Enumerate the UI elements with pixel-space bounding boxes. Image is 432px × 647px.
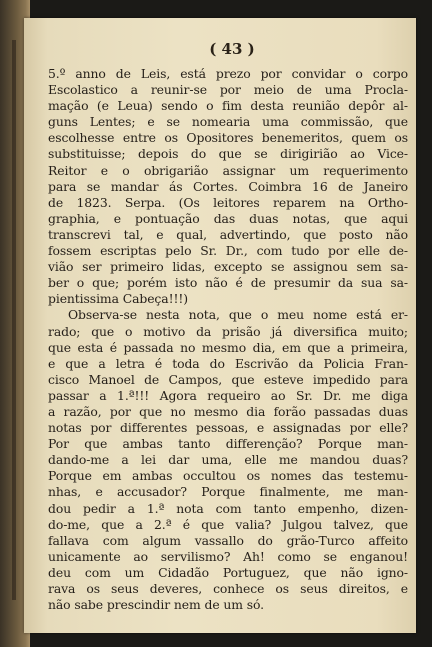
text-line: transcrevi tal, e qual, advertindo, que posto não [48, 226, 408, 242]
text-line: que esta é passada no mesmo dia, em que a primeira, [48, 339, 408, 355]
text-line: não sabe prescindir nem de um só. [48, 597, 265, 613]
text-line: pientissima Cabeça!!!) [48, 291, 188, 307]
text-line: escolhesse entre os Opositores benemeritos, quem os [48, 130, 408, 146]
text-line: Por que ambas tanto differenção? Porque man- [48, 436, 408, 452]
text-line: fallava com algum vassallo do grão-Turco affeito [48, 532, 408, 548]
paragraph-first-line: Observa-se nesta nota, que o meu nome está er- [68, 307, 408, 323]
text-line: rava os seus deveres, conhece os seus direitos, e [48, 581, 408, 596]
text-line: fossem escriptas pelo Sr. Dr., com tudo por elle de- [48, 243, 408, 259]
text-line: 5.º anno de Leis, está prezo por convidar o corpo [48, 66, 408, 81]
text-line: a razão, por que no mesmo dia forão passadas duas [48, 403, 408, 419]
text-line: passar a 1.ª!!! Agora requeiro ao Sr. Dr. me diga [48, 387, 408, 403]
text-line: mação (e Leua) sendo o fim desta reunião depôr al- [48, 98, 408, 114]
book-page [24, 18, 416, 633]
text-line: e que a letra é toda do Escrivão da Policia Fran- [48, 355, 408, 371]
text-line: para se mandar ás Cortes. Coimbra 16 de Janeiro [48, 178, 408, 194]
text-line: dou pedir a 1.ª nota com tanto empenho, dizen- [48, 500, 408, 516]
text-line: deu com um Cidadão Portuguez, que não igno- [48, 564, 408, 580]
text-line: cisco Manoel de Campos, que esteve impedido para [48, 371, 408, 387]
text-line: rado; que o motivo da prisão já diversifica muito; [48, 323, 408, 339]
text-line: guns Lentes; e se nomearia uma commissão, que [48, 114, 408, 130]
text-line: Porque em ambas occultou os nomes das testemu- [48, 468, 408, 484]
text-line: nhas, e accusador? Porque finalmente, me man- [48, 484, 408, 500]
text-line: de 1823. Serpa. (Os leitores reparem na Ortho- [48, 194, 408, 210]
page-number: ( 43 ) [209, 40, 255, 58]
text-line: ber o que; porém isto não é de presumir da sua sa- [48, 275, 408, 291]
text-line: graphia, e pontuação das duas notas, que aqui [48, 210, 408, 226]
text-line: do-me, que a 2.ª é que valia? Julgou talvez, que [48, 516, 408, 532]
text-line: dando-me a lei dar uma, elle me mandou duas? [48, 452, 408, 468]
text-line: Escolastico a reunir-se por meio de uma Procla- [48, 82, 408, 98]
spine-shadow [12, 40, 16, 600]
text-line: unicamente ao servilismo? Ah! como se enganou! [48, 548, 408, 564]
text-line: notas por differentes pessoas, e assignadas por elle? [48, 420, 408, 436]
text-line: Reitor e o obrigarião assignar um requerimento [48, 162, 408, 178]
body-text [48, 66, 408, 613]
text-line: vião ser primeiro lidas, excepto se assignou sem sa- [48, 259, 408, 275]
text-line: substituisse; depois do que se dirigirião ao Vice- [48, 146, 408, 162]
